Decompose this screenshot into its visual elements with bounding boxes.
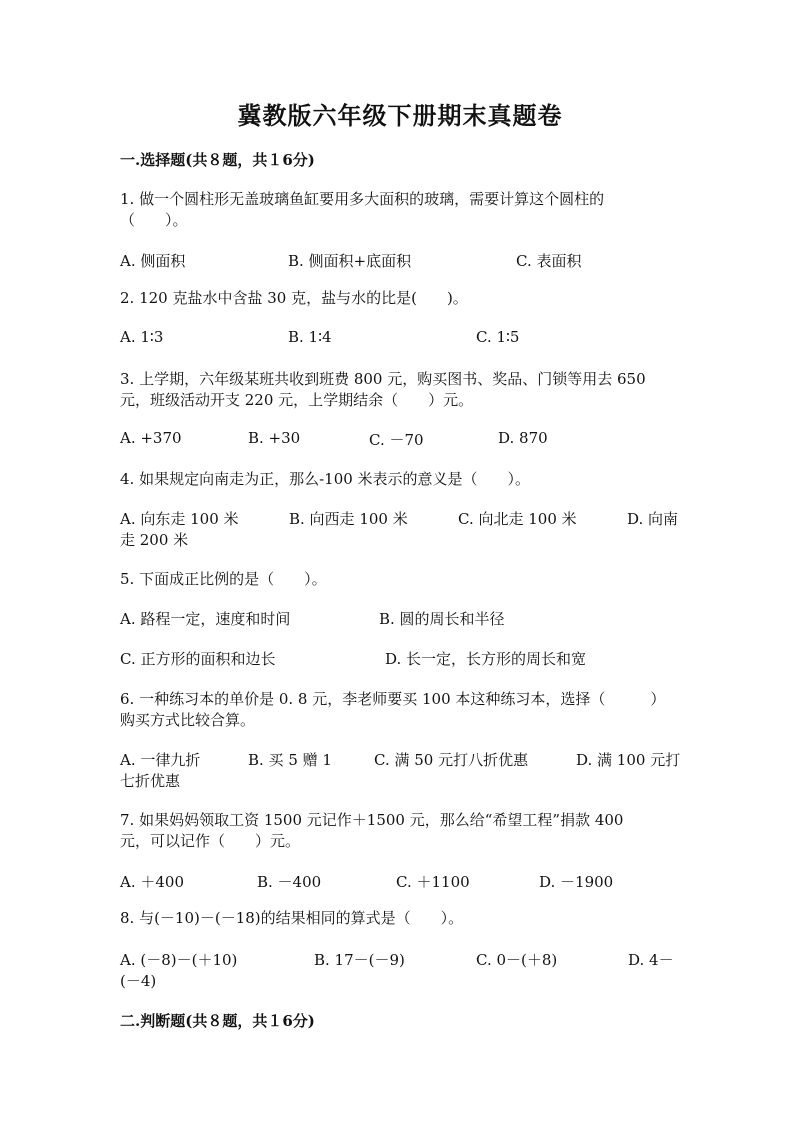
q2-option-a: A. 1∶3 xyxy=(120,328,164,346)
q4-option-c: C. 向北走 100 米 xyxy=(458,510,577,528)
q2-option-c: C. 1∶5 xyxy=(476,328,520,346)
section-heading-choice: 一.选择题(共８题，共１6分) xyxy=(120,151,315,169)
question-4-text: 4. 如果规定向南走为正，那么-100 米表示的意义是（ ）。 xyxy=(120,470,531,488)
q1-option-b: B. 侧面积+底面积 xyxy=(288,252,412,270)
question-1-text-cont: （ ）。 xyxy=(120,211,188,229)
q7-option-b: B. －400 xyxy=(257,873,322,891)
q8-option-d-cont: (－4) xyxy=(120,972,157,990)
q7-option-a: A. ＋400 xyxy=(120,873,184,891)
q4-option-d-cont: 走 200 米 xyxy=(120,531,189,549)
q1-option-a: A. 侧面积 xyxy=(120,252,186,270)
page-title: 冀教版六年级下册期末真题卷 xyxy=(237,101,563,130)
question-1-text: 1. 做一个圆柱形无盖玻璃鱼缸要用多大面积的玻璃，需要计算这个圆柱的 xyxy=(120,190,605,208)
question-6-text: 6. 一种练习本的单价是 0. 8 元，李老师要买 100 本这种练习本，选择（ ） xyxy=(120,690,666,708)
question-3-text-cont: 元，班级活动开支 220 元，上学期结余（ ）元。 xyxy=(120,391,474,409)
q5-option-b: B. 圆的周长和半径 xyxy=(379,610,505,628)
q6-option-d: D. 满 100 元打 xyxy=(576,751,681,769)
question-7-text: 7. 如果妈妈领取工资 1500 元记作＋1500 元，那么给“希望工程”捐款 400 xyxy=(120,811,624,829)
question-3-text: 3. 上学期，六年级某班共收到班费 800 元，购买图书、奖品、门锁等用去 650 xyxy=(120,370,646,388)
q4-option-d: D. 向南 xyxy=(627,510,679,528)
q3-option-a: A. +370 xyxy=(120,429,182,447)
q1-option-c: C. 表面积 xyxy=(516,252,582,270)
q8-option-c: C. 0－(＋8) xyxy=(476,951,558,969)
q3-option-b: B. +30 xyxy=(248,429,301,447)
q4-option-a: A. 向东走 100 米 xyxy=(120,510,239,528)
question-6-text-cont: 购买方式比较合算。 xyxy=(120,711,256,729)
q2-option-b: B. 1∶4 xyxy=(288,328,332,346)
q4-option-b: B. 向西走 100 米 xyxy=(289,510,408,528)
q6-option-a: A. 一律九折 xyxy=(120,751,201,769)
q5-option-d: D. 长一定，长方形的周长和宽 xyxy=(385,650,587,668)
q3-option-d: D. 870 xyxy=(498,429,548,447)
q5-option-c: C. 正方形的面积和边长 xyxy=(120,650,276,668)
question-2-text: 2. 120 克盐水中含盐 30 克，盐与水的比是( )。 xyxy=(120,289,468,307)
q3-option-c: C. －70 xyxy=(369,431,424,449)
q8-option-d: D. 4－ xyxy=(628,951,674,969)
q8-option-a: A. (－8)－(＋10) xyxy=(120,951,238,969)
question-7-text-cont: 元，可以记作（ ）元。 xyxy=(120,832,301,850)
q6-option-c: C. 满 50 元打八折优惠 xyxy=(374,751,529,769)
q5-option-a: A. 路程一定，速度和时间 xyxy=(120,610,291,628)
q6-option-b: B. 买 5 赠 1 xyxy=(248,751,332,769)
section-heading-judgment: 二.判断题(共８题，共１6分) xyxy=(120,1012,315,1030)
q7-option-d: D. －1900 xyxy=(539,873,614,891)
q7-option-c: C. ＋1100 xyxy=(396,873,470,891)
q6-option-d-cont: 七折优惠 xyxy=(120,772,181,790)
question-5-text: 5. 下面成正比例的是（ ）。 xyxy=(120,570,327,588)
question-8-text: 8. 与(－10)－(－18)的结果相同的算式是（ ）。 xyxy=(120,909,464,927)
q8-option-b: B. 17－(－9) xyxy=(314,951,405,969)
